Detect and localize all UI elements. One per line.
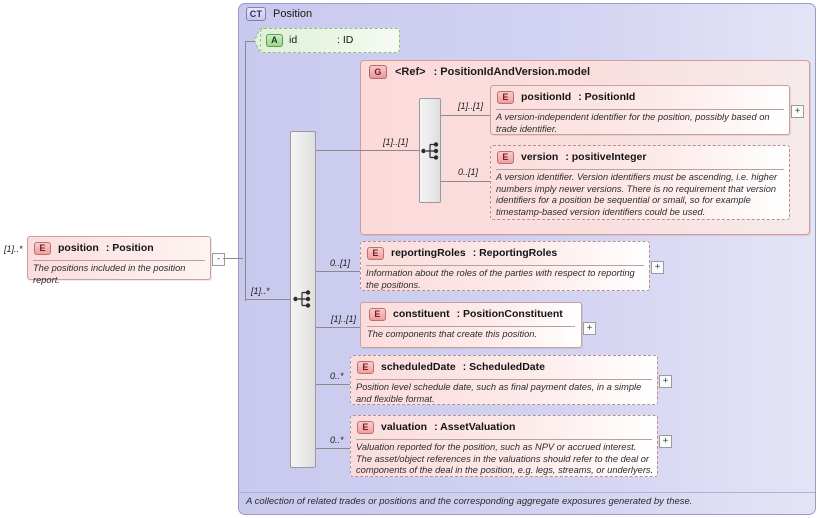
connector-valuation (316, 448, 350, 449)
element-type-valuation: : AssetValuation (434, 421, 516, 433)
attribute-type: : ID (337, 34, 354, 46)
element-separator-reportingroles (366, 265, 644, 266)
element-type-positionid: : PositionId (578, 91, 636, 103)
element-type-scheduleddate: : ScheduledDate (462, 361, 545, 373)
occurrence-group-ref: [1]..[1] (383, 137, 409, 147)
group-ref-name[interactable]: <Ref> (395, 66, 426, 78)
element-header-version (497, 149, 646, 165)
element-doc-reportingroles: Information about the roles of the parties with respect to reporting the positions. (366, 268, 635, 290)
connector-version (441, 181, 491, 182)
element-header-valuation (357, 419, 515, 435)
expander-valuation[interactable]: + (659, 435, 672, 448)
expander-positionid[interactable]: + (791, 105, 804, 118)
element-separator-version (496, 169, 784, 170)
element-doc-positionid: A version-independent identifier for the position, possibly based on trade identifier. (496, 112, 770, 134)
connector-constituent (316, 327, 360, 328)
sequence-compositor-inner[interactable] (419, 98, 441, 203)
connector-sequence-outer (245, 299, 290, 300)
connector-positionid (441, 115, 491, 116)
element-tag-icon: E (34, 242, 51, 255)
element-separator-valuation (356, 439, 652, 440)
element-name-version: version (521, 151, 559, 163)
element-doc-position: The positions included in the position report. (33, 263, 186, 285)
occurrence-valuation: 0..* (330, 435, 344, 445)
element-type-reportingroles: : ReportingRoles (472, 247, 558, 259)
complextype-title: Position (273, 8, 313, 20)
expander-scheduleddate[interactable]: + (659, 375, 672, 388)
element-doc-version: A version identifier. Version identifiers must be ascending, i.e. higher numbers imply newer versions. There is no requirement that version identifiers for a position be sequential or small, so for example timestamp-based version identifiers could be used. (496, 172, 778, 217)
element-name-scheduleddate: scheduledDate (381, 361, 456, 373)
element-header-reportingroles (367, 245, 557, 261)
element-doc-valuation: Valuation reported for the position, such as NPV or accrued interest. The asset/object references in the valuations should refer to the deal or components of the deal in the position, e.g. legs, streams, or underlyers. (356, 442, 654, 475)
element-type-constituent: : PositionConstituent (456, 308, 563, 320)
element-tag-icon: E (357, 361, 374, 374)
element-name-positionid: positionId (521, 91, 572, 103)
complextype-tag-icon: CT (246, 7, 266, 21)
element-separator-scheduleddate (356, 379, 652, 380)
connector-group-incoming (316, 150, 420, 151)
connector-position-to-ct (223, 258, 243, 259)
element-separator-position (33, 260, 205, 261)
element-tag-icon: E (497, 91, 514, 104)
group-ref-header (369, 64, 590, 80)
element-type-position: : Position (105, 242, 154, 254)
annotation-divider (239, 492, 815, 493)
element-header-position (34, 240, 154, 256)
complextype-annotation: A collection of related trades or positions and the corresponding aggregate exposures generated by these. (246, 496, 693, 507)
expander-position[interactable]: - (212, 253, 225, 266)
element-separator-constituent (367, 326, 575, 327)
element-name-constituent: constituent (393, 308, 450, 320)
group-ref-type: : PositionIdAndVersion.model (433, 66, 591, 78)
connector-vertical-spine (245, 41, 246, 301)
element-tag-icon: E (367, 247, 384, 260)
occurrence-version: 0..[1] (458, 167, 479, 177)
occurrence-sequence-outer: [1]..* (251, 286, 270, 296)
connector-reportingroles (316, 271, 360, 272)
element-doc-scheduleddate: Position level schedule date, such as final payment dates, in a simple and flexible format. (356, 382, 642, 404)
expander-constituent[interactable]: + (583, 322, 596, 335)
sequence-compositor-outer[interactable] (290, 131, 316, 468)
occurrence-reportingroles: 0..[1] (330, 258, 351, 268)
element-header-constituent (369, 306, 563, 322)
element-type-version: : positiveInteger (565, 151, 647, 163)
occurrence-positionid: [1]..[1] (458, 101, 484, 111)
element-tag-icon: E (497, 151, 514, 164)
attribute-tag-icon: A (266, 34, 283, 47)
complextype-header (246, 6, 312, 22)
attribute-id-content (266, 31, 353, 49)
element-tag-icon: E (357, 421, 374, 434)
group-tag-icon: G (369, 65, 387, 79)
element-header-positionid (497, 89, 635, 105)
attribute-name: id (289, 34, 298, 46)
element-tag-icon: E (369, 308, 386, 321)
expander-reportingroles[interactable]: + (651, 261, 664, 274)
element-doc-constituent: The components that create this position. (367, 329, 538, 339)
occurrence-constituent: [1]..[1] (331, 314, 357, 324)
element-name-position: position (58, 242, 99, 254)
element-separator-positionid (496, 109, 784, 110)
occurrence-scheduleddate: 0..* (330, 371, 344, 381)
element-name-valuation: valuation (381, 421, 428, 433)
element-name-reportingroles: reportingRoles (391, 247, 466, 259)
element-header-scheduleddate (357, 359, 545, 375)
connector-scheduleddate (316, 384, 350, 385)
occurrence-position-element: [1]..* (4, 244, 23, 254)
connector-attribute-id (245, 41, 255, 42)
